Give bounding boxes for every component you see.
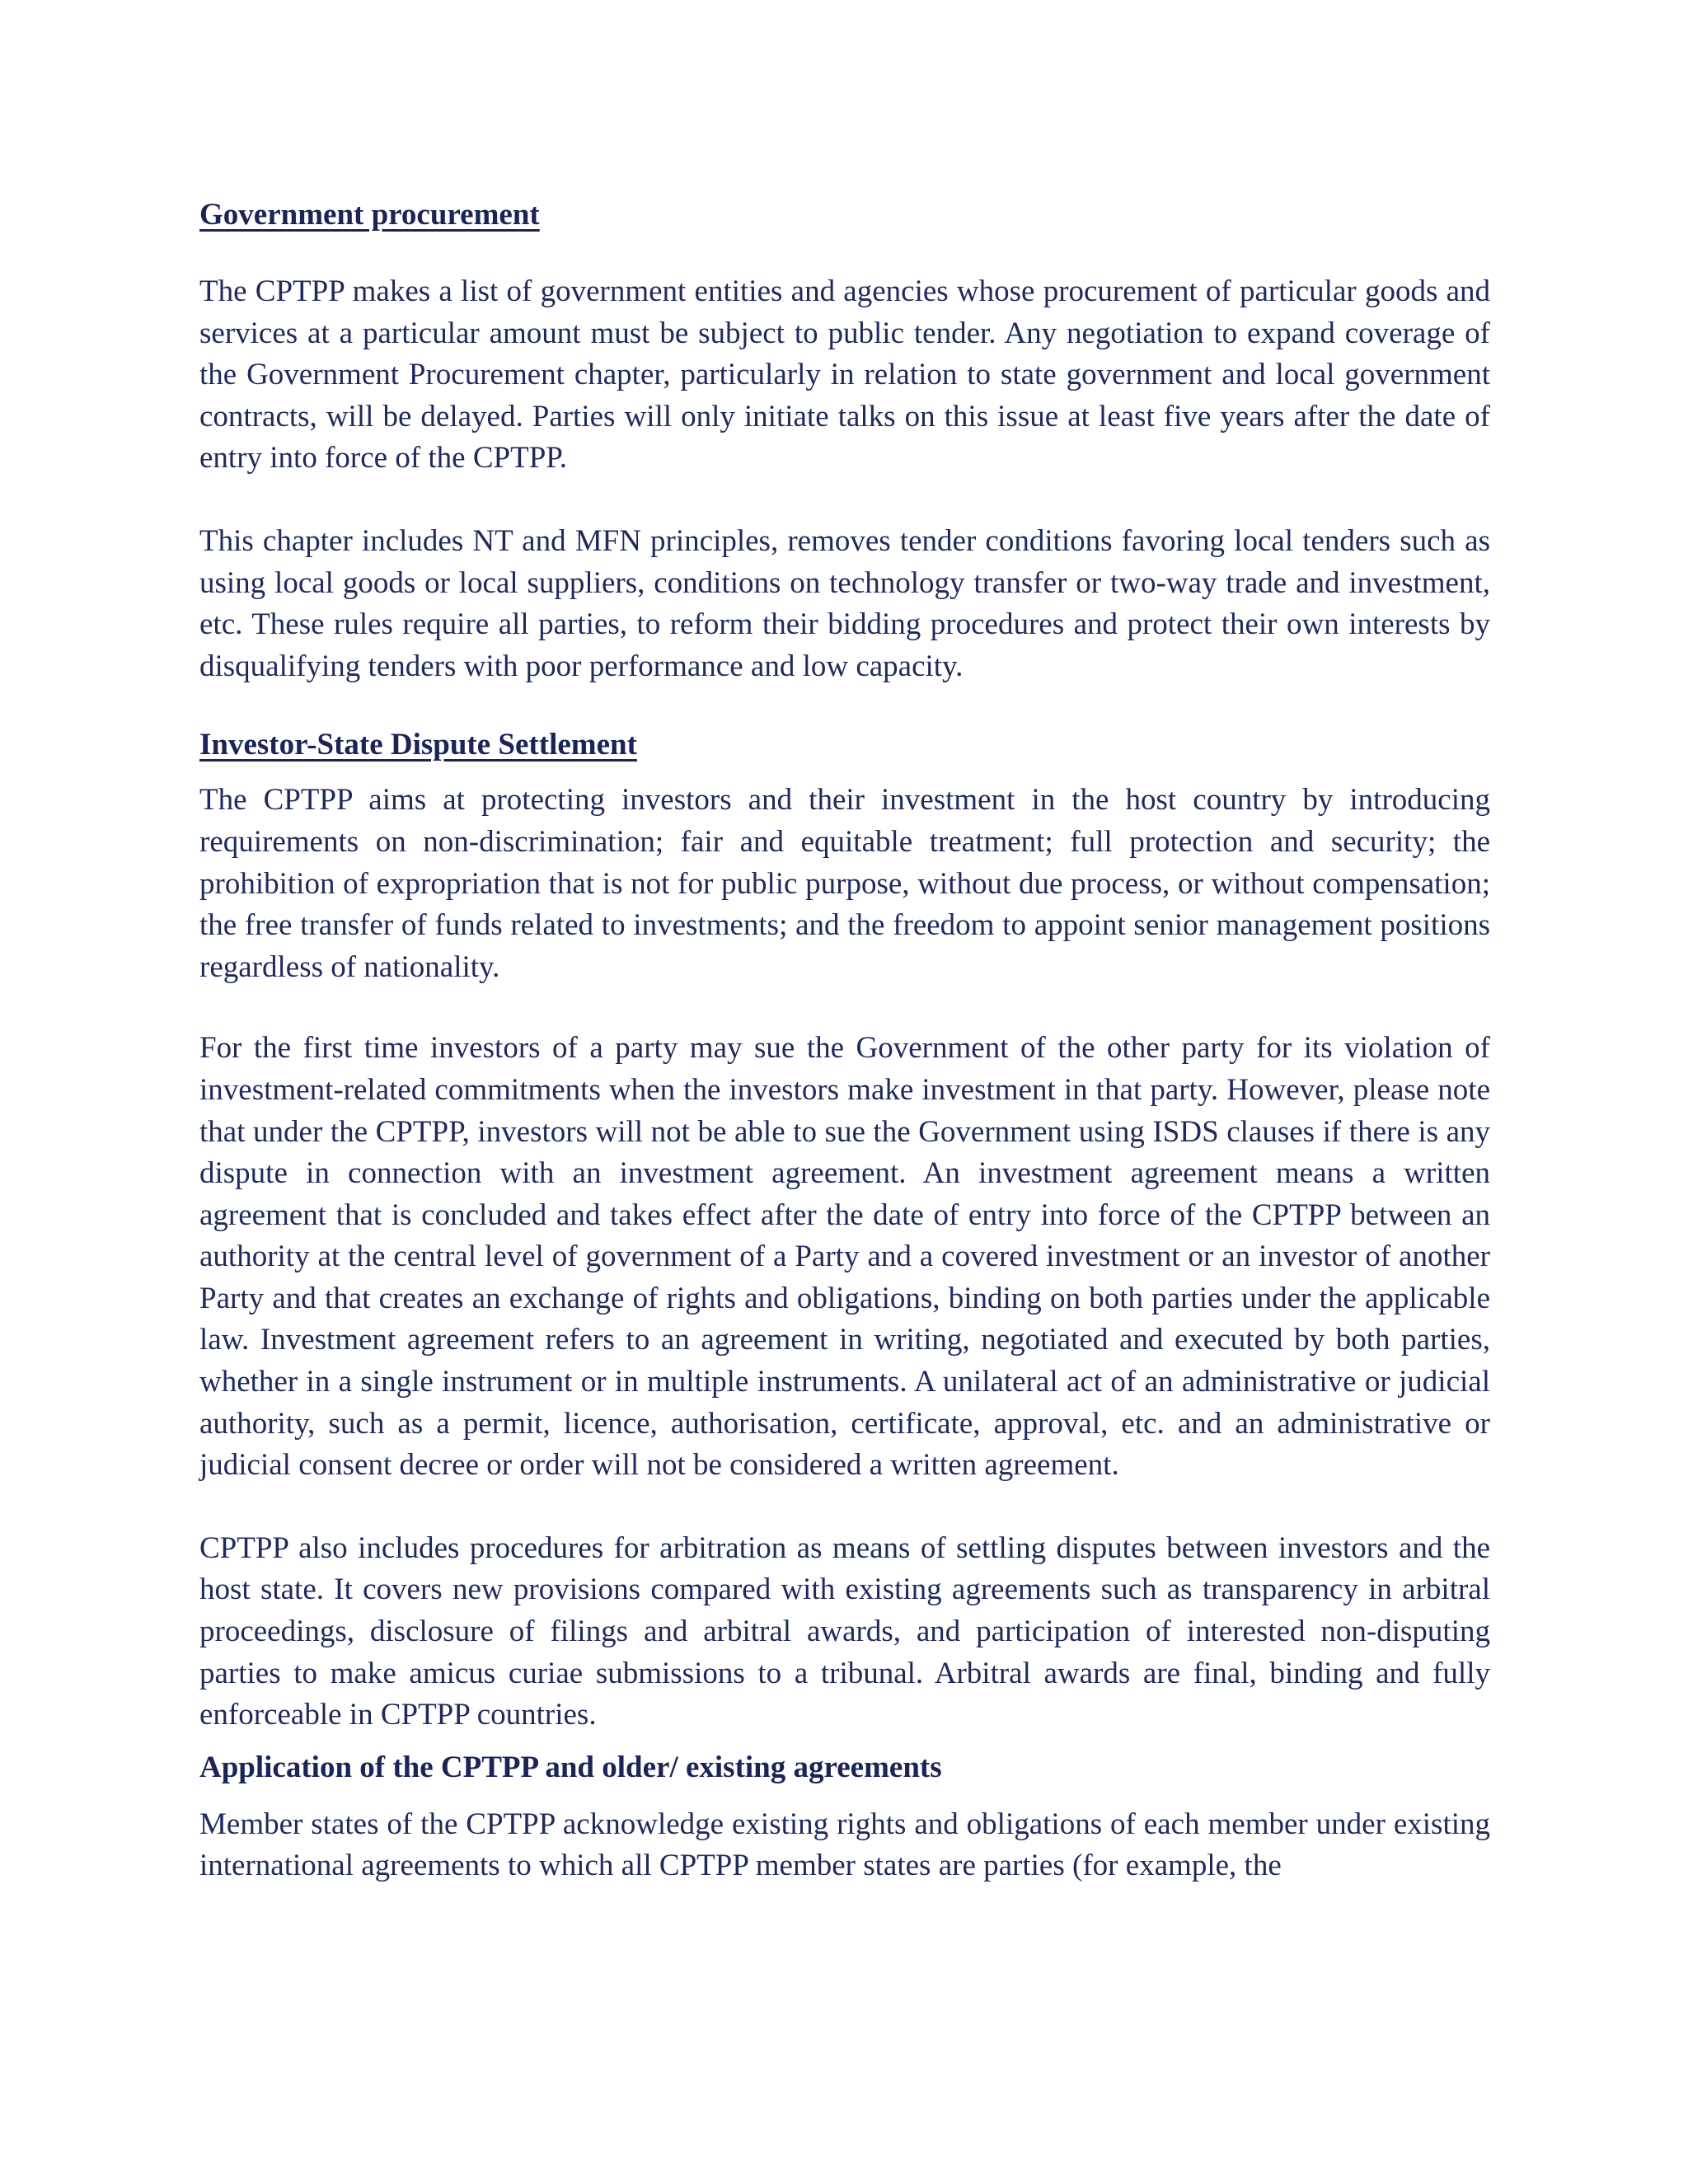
section-heading-government-procurement: Government procurement [199,198,540,232]
paragraph: The CPTPP makes a list of government entities and agencies whose procurement of particular goods and services at a particular amount must be subject to public tender. Any negotiation to expand coverage of the Government Procurement chapter, particularly in relation to state government and local government contracts, will be delayed. Parties will only initiate talks on this issue at least five years after the date of entry into force of the CPTPP. [199,274,1490,476]
paragraph: Member states of the CPTPP acknowledge existing rights and obligations of each member under existing international agreements to which all CPTPP member states are parties (for example, the [199,1807,1490,1883]
section-heading-application-of-cptpp: Application of the CPTPP and older/ existing agreements [199,1750,942,1784]
document-page [199,194,1490,1887]
paragraph: For the first time investors of a party may sue the Government of the other party for its violation of investment-related commitments when the investors make investment in that party. However, please note that under the CPTPP, investors will not be able to sue the Government using ISDS clauses if there is any dispute in connection with an investment agreement. An investment agreement means a written agreement that is concluded and takes effect after the date of entry into force of the CPTPP between an authority at the central level of government of a Party and a covered investment or an investor of another Party and that creates an exchange of rights and obligations, binding on both parties under the applicable law. Investment agreement refers to an agreement in writing, negotiated and executed by both parties, whether in a single instrument or in multiple instruments. A unilateral act of an administrative or judicial authority, such as a permit, licence, authorisation, certificate, approval, etc. and an administrative or judicial consent decree or order will not be considered a written agreement. [199,1031,1490,1483]
paragraph: The CPTPP aims at protecting investors and their investment in the host country by introducing requirements on non-discrimination; fair and equitable treatment; full protection and security; the prohibition of expropriation that is not for public purpose, without due process, or without compensation; the free transfer of funds related to investments; and the freedom to appoint senior management positions regardless of nationality. [199,783,1490,984]
paragraph: CPTPP also includes procedures for arbitration as means of settling disputes between investors and the host state. It covers new provisions compared with existing agreements such as transparency in arbitral proceedings, disclosure of filings and arbitral awards, and participation of interested non-disputing parties to make amicus curiae submissions to a tribunal. Arbitral awards are final, binding and fully enforceable in CPTPP countries. [199,1530,1490,1732]
section-heading-investor-state-dispute-settlement: Investor-State Dispute Settlement [199,728,637,762]
paragraph: This chapter includes NT and MFN principles, removes tender conditions favoring local tenders such as using local goods or local suppliers, conditions on technology transfer or two-way trade and investment, etc. These rules require all parties, to reform their bidding procedures and protect their own interests by disqualifying tenders with poor performance and low capacity. [199,523,1490,683]
